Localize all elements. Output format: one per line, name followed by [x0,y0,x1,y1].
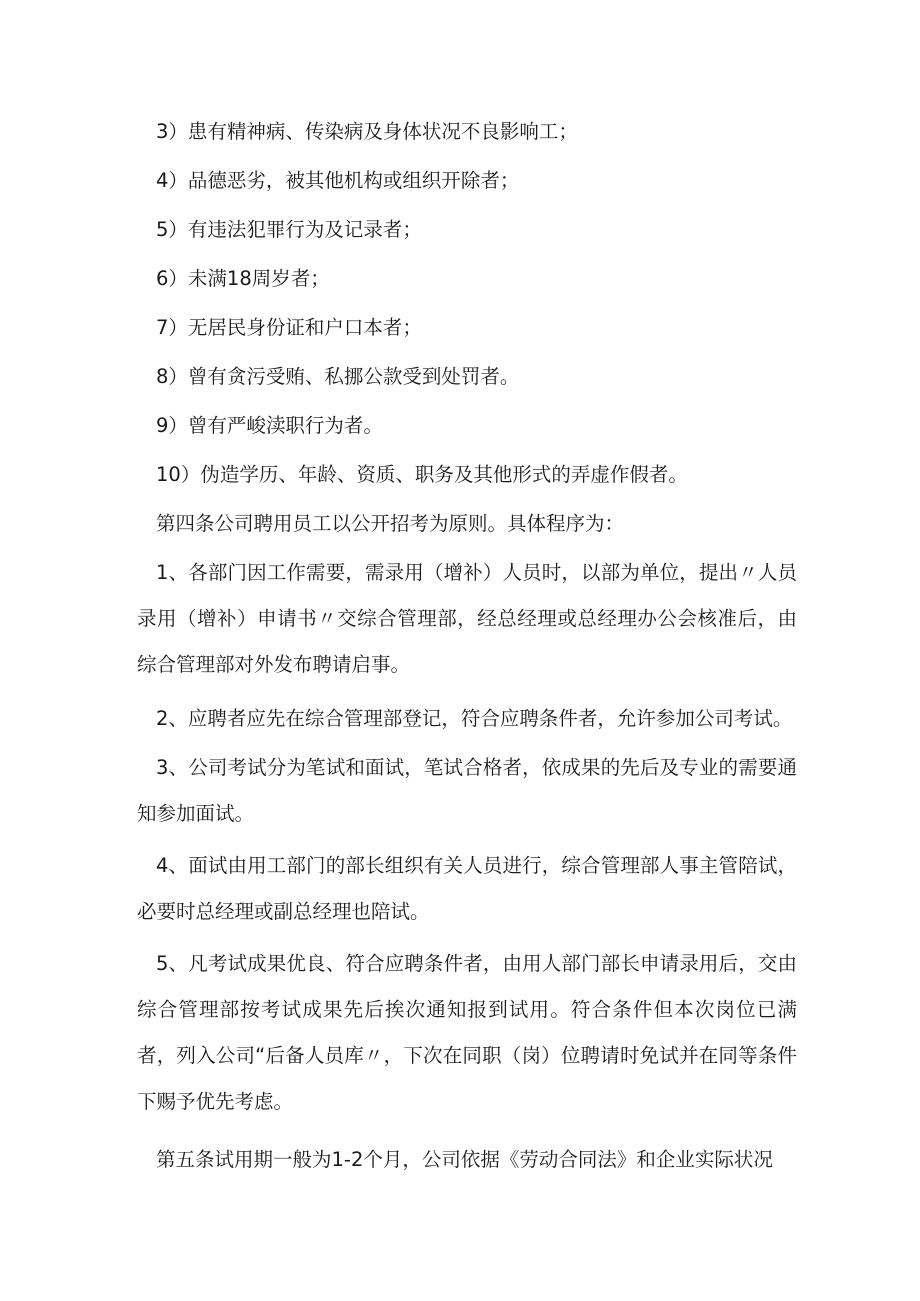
list-item-4: 4）品德恶劣，被其他机构或组织开除者； [156,169,520,192]
list-item-9: 9）曾有严峻渎职行为者。 [156,414,383,437]
list-item-5: 5）有违法犯罪行为及记录者； [156,218,422,241]
procedure-step-5: 5、凡考试成果优良、符合应聘条件者，由用人部门部长申请录用后，交由综合管理部按考试成果先后挨次通知报到试用。符合条件但本次岗位已满者，列入公司“后备人员库〃，下次在同职（岗）位聘请时免试并在同等条件下赐予优先考虑。 [137,952,797,1113]
procedure-step-3: 3、公司考试分为笔试和面试，笔试合格者，依成果的先后及专业的需要通知参加面试。 [137,756,797,825]
list-item-7: 7）无居民身份证和户口本者； [156,316,422,339]
list-item-10: 10）伪造学历、年龄、资质、职务及其他形式的弄虚作假者。 [156,463,688,486]
list-item-8: 8）曾有贪污受贿、私挪公款受到处罚者。 [156,365,520,388]
procedure-step-2: 2、应聘者应先在综合管理部登记，符合应聘条件者，允许参加公司考试。 [156,707,793,730]
list-item-3: 3）患有精神病、传染病及身体状况不良影响工； [156,120,578,143]
procedure-step-1: 1、各部门因工作需要，需录用（增补）人员时，以部为单位，提出〃人员录用（增补）申请书〃交综合管理部，经总经理或总经理办公会核准后，由综合管理部对外发布聘请启事。 [137,561,797,676]
list-item-6: 6）未满18周岁者； [156,267,330,290]
article-4-heading: 第四条公司聘用员工以公开招考为原则。具体程序为： [156,512,625,535]
procedure-step-4: 4、面试由用工部门的部长组织有关人员进行，综合管理部人事主管陪试，必要时总经理或副总经理也陪试。 [137,854,797,923]
article-5-heading: 第五条试用期一般为1-2个月，公司依据《劳动合同法》和企业实际状况 [156,1148,773,1171]
